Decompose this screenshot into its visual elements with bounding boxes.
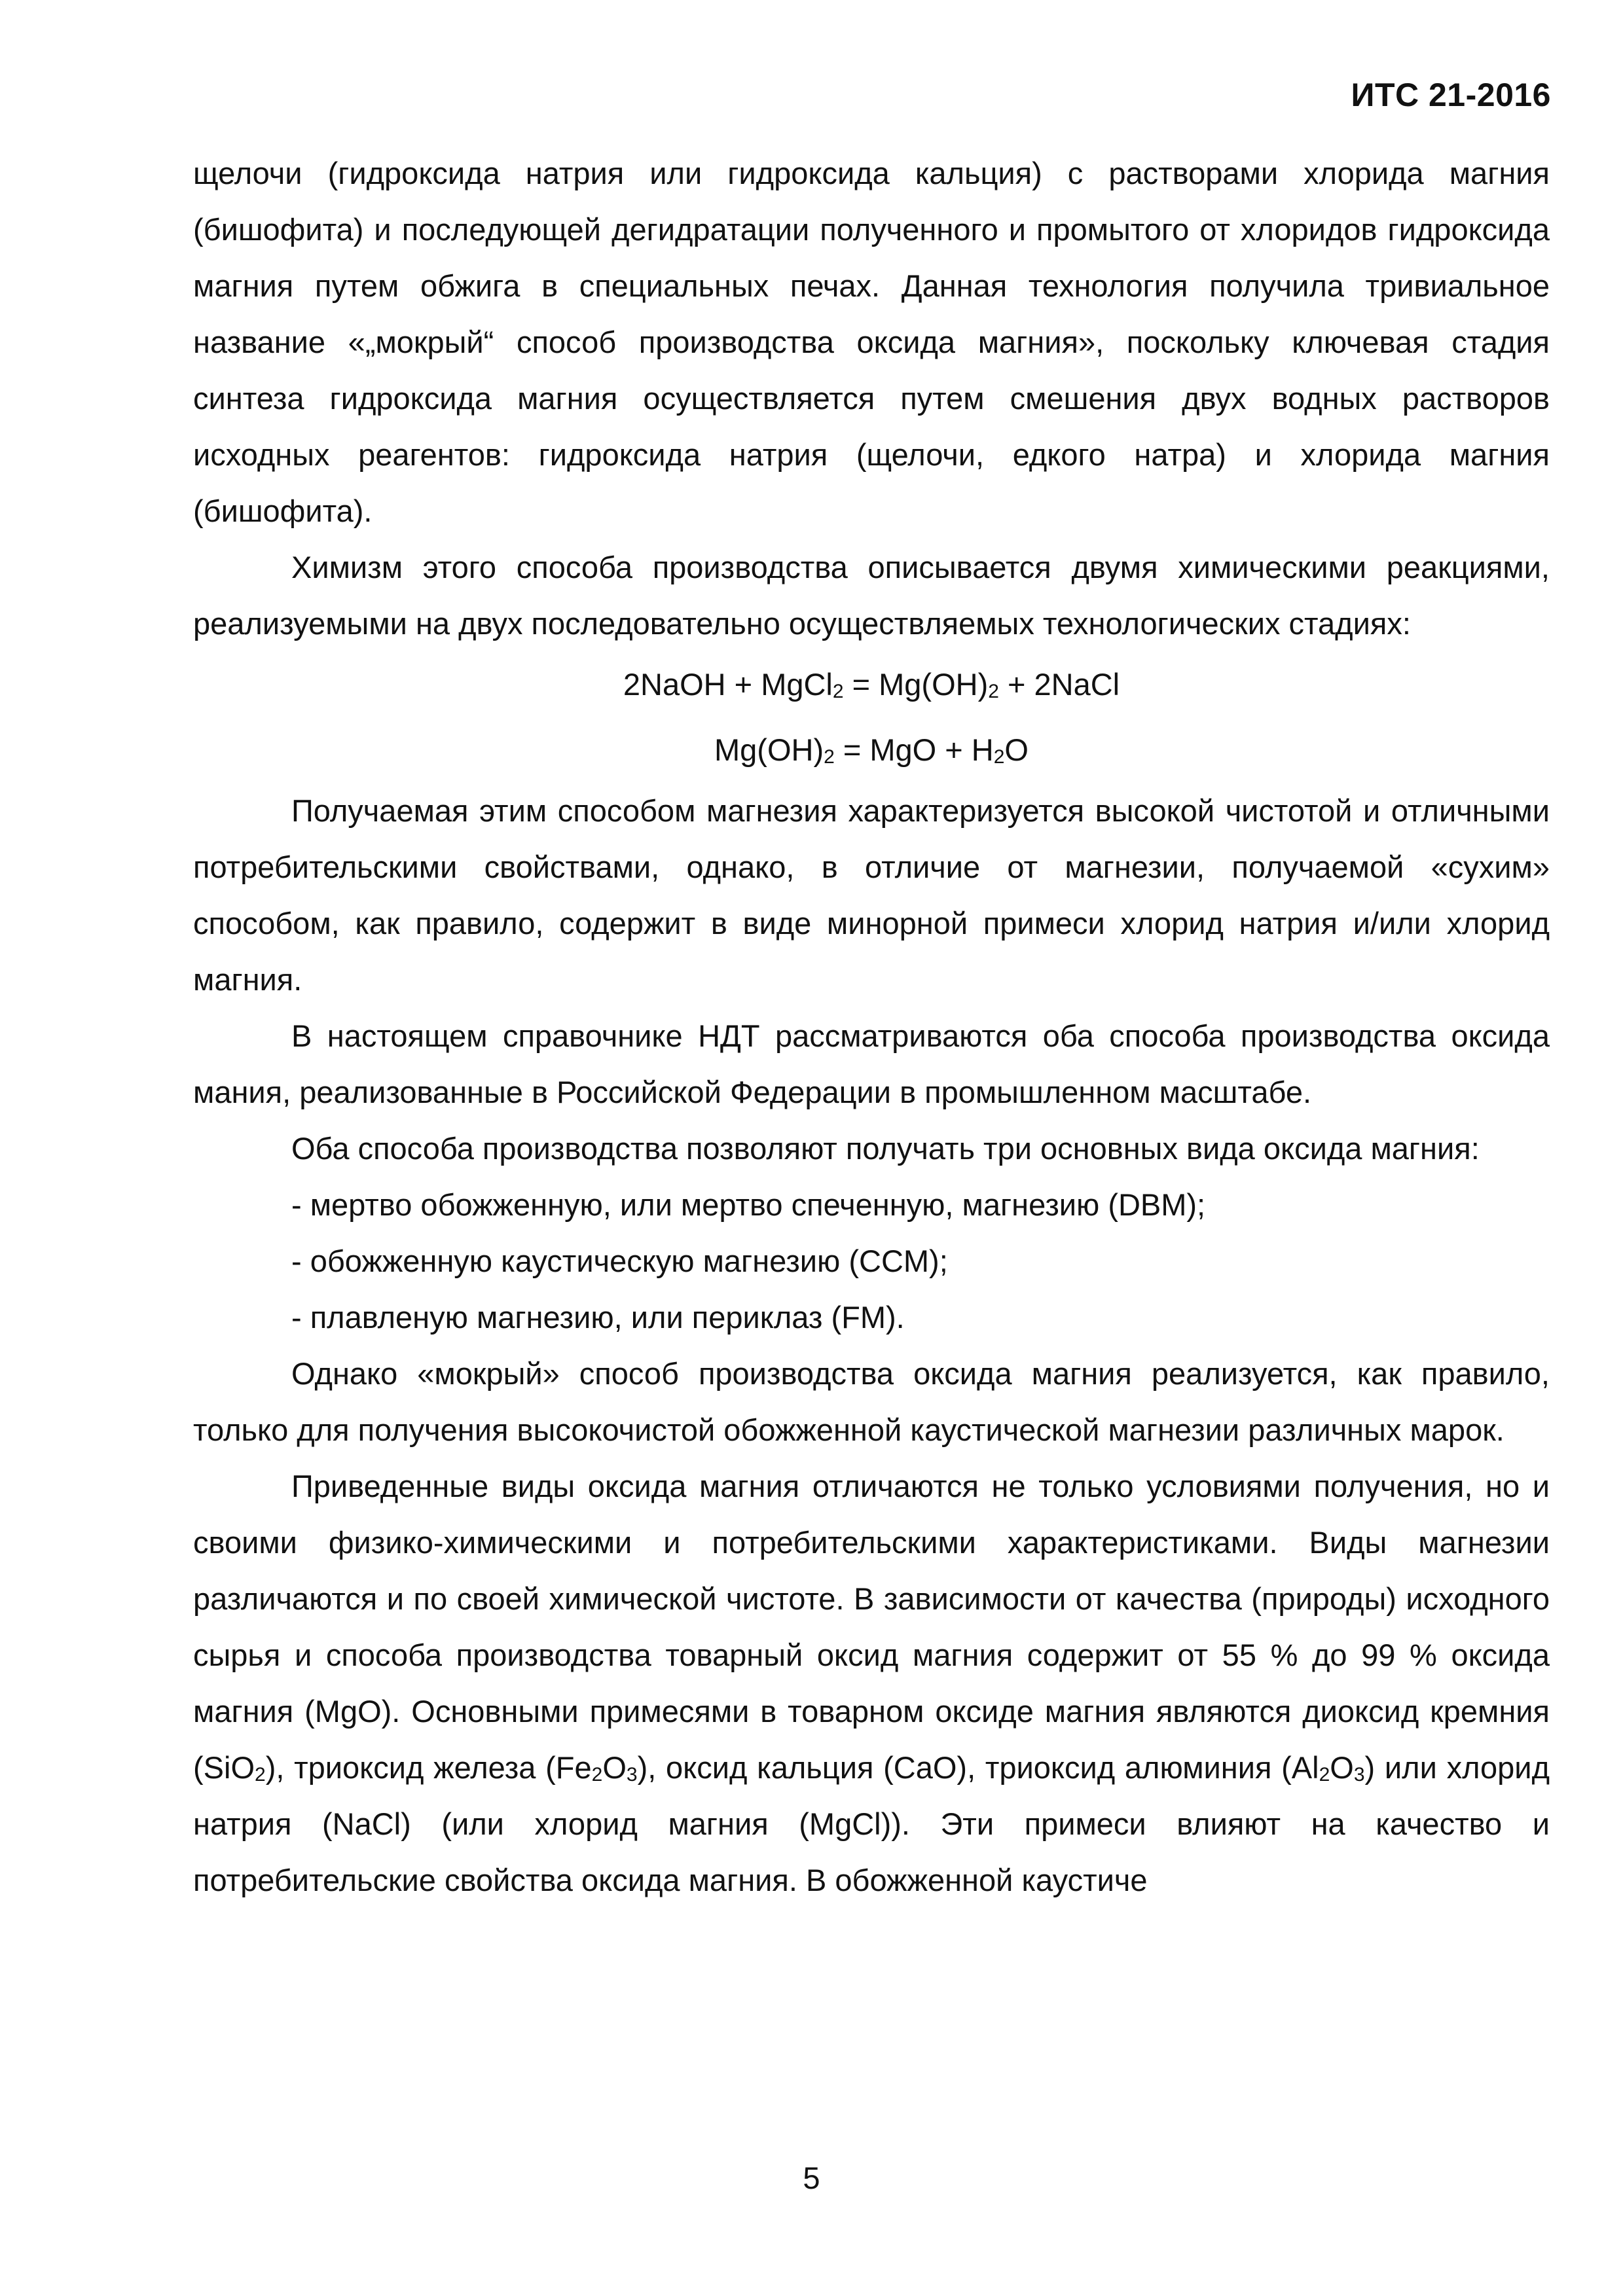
paragraph-purity: Получаемая этим способом магнезия характеризуется высокой чистотой и отличными потребительскими свойствами, однако, в отличие от магнезии, получаемой «сухим» способом, как правило, содержит в виде минорной примеси хлорид натрия и/или хлорид магния. [193,793,1550,997]
list-item-fm: - плавленую магнезию, или периклаз (FM). [291,1300,905,1335]
list-item-dbm: - мертво обожженную, или мертво спеченную, магнезию (DBM); [291,1187,1206,1222]
paragraph-chemistry: Химизм этого способа производства описывается двумя химическими реакциями, реализуемыми на двух последовательно осуществляемых технологических стадиях: [193,550,1550,641]
formula-reaction-2: $Mg(OH)_2$ = MgO + $H_2O$ [714,732,1029,768]
paragraph-impurities: Приведенные виды оксида магния отличаются не только условиями получения, но и своими физико-химическими и потребительскими характеристиками. Виды магнезии различаются и по своей химической чистоте. В зависимости от качества (природы) исходного сырья и способа производства товарный оксид магния содержит от 55 % до 99 % оксида магния (MgO). Основными примесями в товарном оксиде магния являются диоксид кремния (SiO$_2$), триоксид железа $(Fe_2O_3)$, оксид кальция (CaO), триоксид алюминия $(Al_2O_3)$ или хлорид натрия (NaCl) (или хлорид магния (MgCl)). Эти примеси влияют на качество и потребительские свойства оксида магния. В обожженной каустиче [193,1469,1550,1897]
page-number: 5 [803,2161,820,2195]
page-body [193,145,1550,1909]
paragraph-three-types: Оба способа производства позволяют получать три основных вида оксида магния: [291,1131,1480,1166]
paragraph-wet-only: Однако «мокрый» способ производства оксида магния реализуется, как правило, только для получения высокочистой обожженной каустической магнезии различных марок. [193,1356,1550,1447]
document-code: ИТС 21-2016 [1351,77,1551,113]
paragraph-reference: В настоящем справочнике НДТ рассматриваются оба способа производства оксида мания, реализованные в Российской Федерации в промышленном масштабе. [193,1018,1550,1109]
formula-reaction-1: 2NaOH + MgCl$_2$ = $Mg(OH)_2$ + 2NaCl [623,667,1120,702]
list-item-ccm: - обожженную каустическую магнезию (CCM); [291,1244,948,1278]
paragraph-wet-method: щелочи (гидроксида натрия или гидроксида кальция) с растворами хлорида магния (бишофита) и последующей дегидратации полученного и промытого от хлоридов гидроксида магния путем обжига в специальных печах. Данная технология получила тривиальное название «„мокрый“ способ производства оксида магния», поскольку ключевая стадия синтеза гидроксида магния осуществляется путем смешения двух водных растворов исходных реагентов: гидроксида натрия (щелочи, едкого натра) и хлорида магния (бишофита). [193,156,1550,528]
